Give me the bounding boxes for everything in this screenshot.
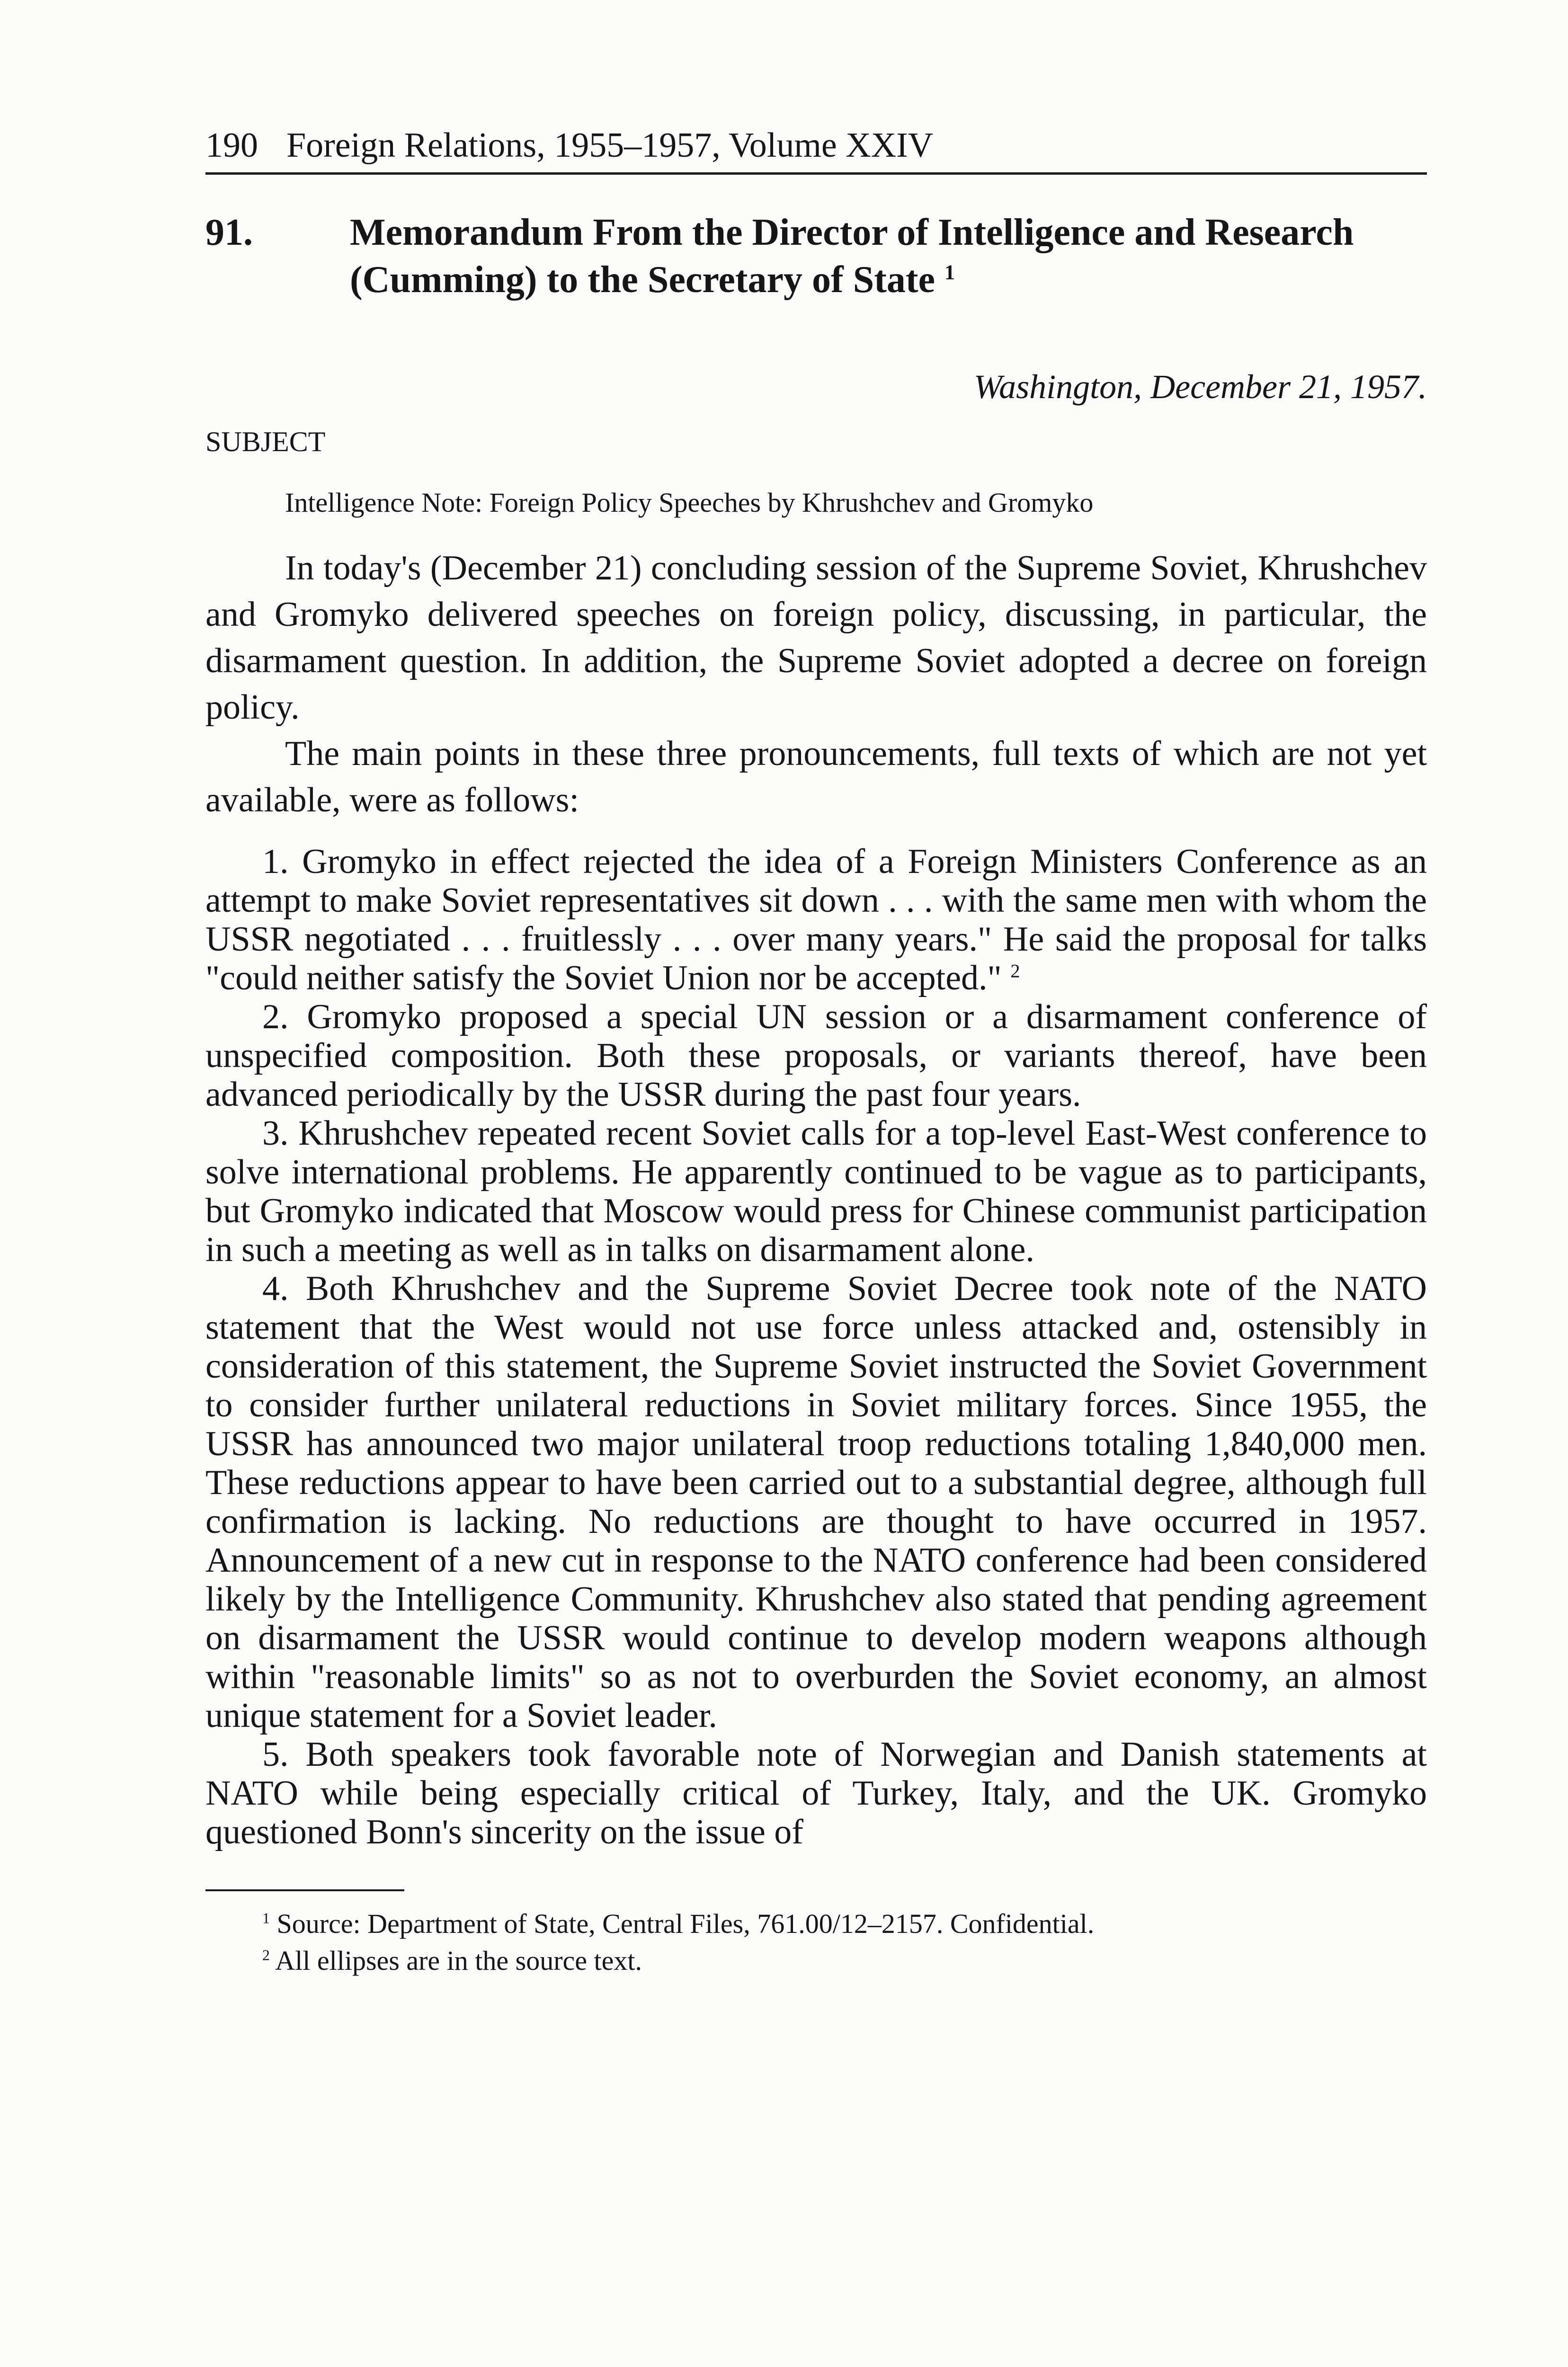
footnotes	[205, 1905, 1427, 1979]
footnote-1-text: Source: Department of State, Central Files, 761.00/12–2157. Confidential.	[276, 1908, 1095, 1939]
footnote-1-marker: 1	[262, 1910, 270, 1927]
point-1-text: 1. Gromyko in effect rejected the idea of a Foreign Ministers Conference as an attempt to make Soviet representatives sit down . . . with the same men with whom the USSR negotiated . . . fruitlessly . . . over many years." He said the proposal for talks "could neither satisfy the Soviet Union nor be accepted."	[205, 842, 1427, 997]
point-4: 4. Both Khrushchev and the Supreme Soviet Decree took note of the NATO statement that the West would not use force unless attacked and, ostensibly in consideration of this statement, the Supreme Soviet instructed the Soviet Government to consider further unilateral reductions in Soviet military forces. Since 1955, the USSR has announced two major unilateral troop reductions totaling 1,840,000 men. These reductions appear to have been carried out to a substantial degree, although full confirmation is lacking. No reductions are thought to have occurred in 1957. Announcement of a new cut in response to the NATO conference had been considered likely by the Intelligence Community. Khrushchev also stated that pending agreement on disarmament the USSR would continue to develop modern weapons although within "reasonable limits" so as not to overburden the Soviet economy, an almost unique statement for a Soviet leader.	[205, 1269, 1427, 1735]
document-title-text: Memorandum From the Director of Intelligence and Research (Cumming) to the Secretary of State	[350, 212, 1354, 301]
footnote-1	[205, 1905, 1427, 1942]
points-section	[205, 842, 1427, 1851]
point-5: 5. Both speakers took favorable note of Norwegian and Danish statements at NATO while being especially critical of Turkey, Italy, and the UK. Gromyko questioned Bonn's sincerity on the issue of	[205, 1735, 1427, 1851]
running-head	[205, 128, 1427, 175]
footnote-2	[205, 1942, 1427, 1979]
document-title	[350, 209, 1427, 303]
footnote-2-marker: 2	[262, 1947, 270, 1964]
point-1	[205, 842, 1427, 997]
dateline: Washington, December 21, 1957.	[973, 368, 1427, 406]
point-3: 3. Khrushchev repeated recent Soviet calls for a top-level East-West conference to solve international problems. He apparently continued to be vague as to participants, but Gromyko indicated that Moscow would press for Chinese communist participation in such a meeting as well as in talks on disarmament alone.	[205, 1114, 1427, 1269]
point-2: 2. Gromyko proposed a special UN session or a disarmament conference of unspecified composition. Both these proposals, or variants thereof, have been advanced periodically by the USSR during the past four years.	[205, 997, 1427, 1114]
page-number: 190	[205, 126, 258, 165]
intro-paragraph-1: In today's (December 21) concluding session of the Supreme Soviet, Khrushchev and Gromyko delivered speeches on foreign policy, discussing, in particular, the disarmament question. In addition, the Supreme Soviet adopted a decree on foreign policy.	[205, 549, 1427, 727]
subject-text: Intelligence Note: Foreign Policy Speeches by Khrushchev and Gromyko	[285, 487, 1094, 518]
subject-label: SUBJECT	[205, 426, 326, 457]
footnote-ref-1: 1	[944, 260, 955, 284]
intro-paragraph-2: The main points in these three pronouncements, full texts of which are not yet available, were as follows:	[205, 734, 1427, 819]
document-number: 91.	[205, 212, 253, 253]
document-heading	[205, 209, 1427, 303]
footnote-divider	[205, 1889, 404, 1891]
footnote-2-text: All ellipses are in the source text.	[275, 1945, 642, 1976]
document-page	[205, 128, 1427, 1979]
intro-section	[205, 545, 1427, 823]
footnote-ref-2: 2	[1010, 960, 1020, 982]
volume-title: Foreign Relations, 1955–1957, Volume XXIV	[286, 126, 934, 165]
